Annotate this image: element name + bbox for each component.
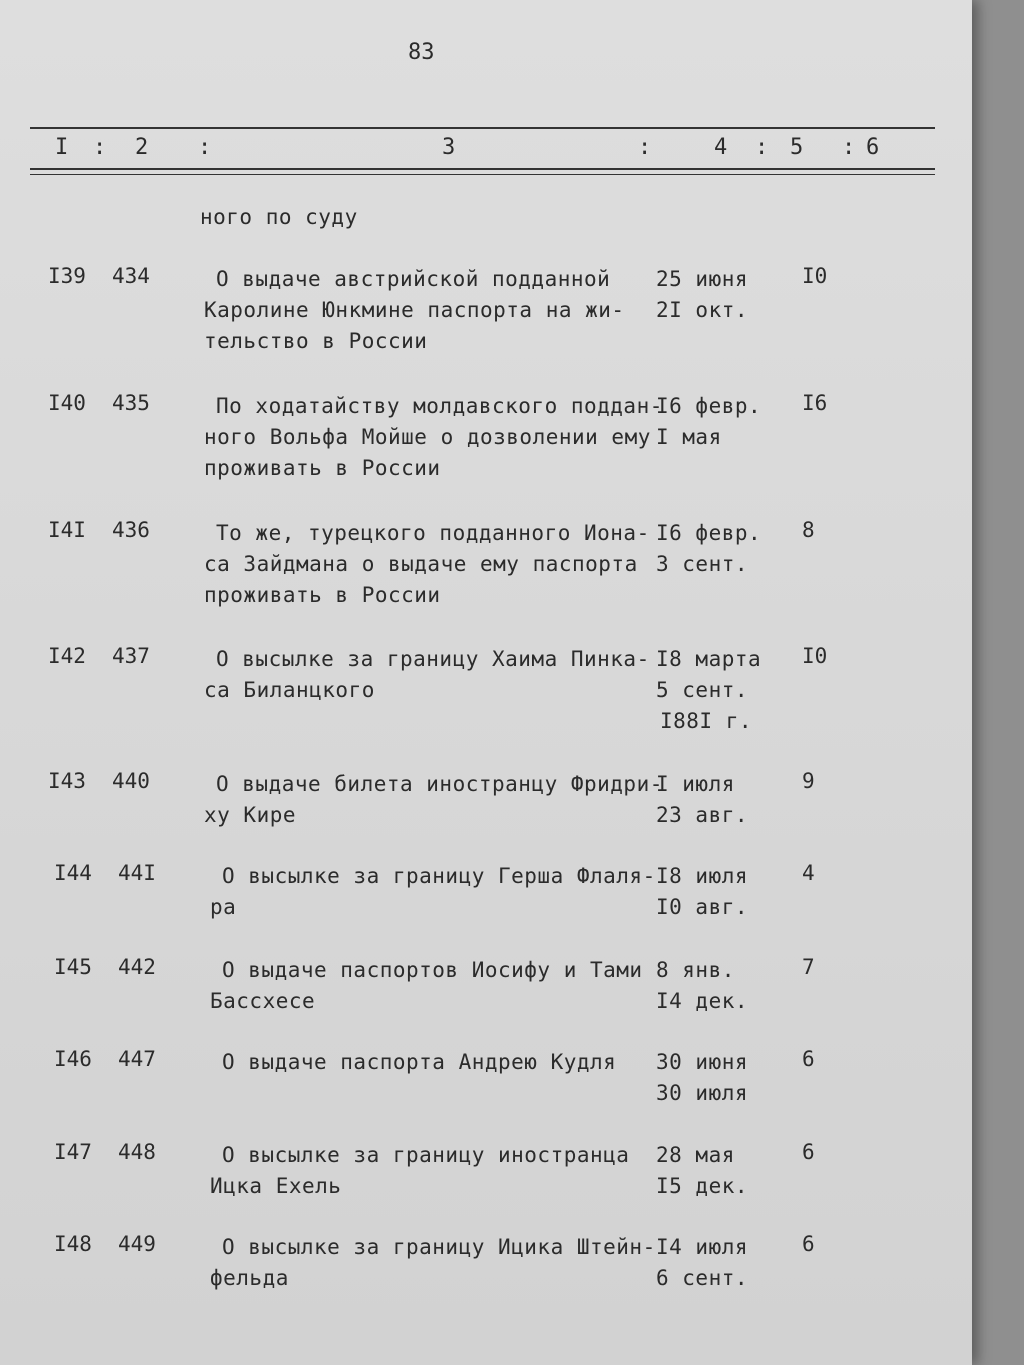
column-header-2: 2: [135, 135, 151, 160]
record-title-line: По ходатайству молдавского поддан-: [216, 394, 663, 418]
sheet-count: 6: [802, 1047, 815, 1071]
row-number: I46: [54, 1047, 92, 1071]
record-title-line: тельство в России: [204, 329, 428, 353]
row-number: I40: [48, 391, 86, 415]
sheet-count: 4: [802, 861, 815, 885]
date-entry: 28 мая: [656, 1143, 735, 1167]
sheet-count: 8: [802, 518, 815, 542]
column-header-sep: :: [842, 135, 858, 160]
file-number: 435: [112, 391, 150, 415]
record-title-line: То же, турецкого подданного Иона-: [216, 521, 650, 545]
row-number: I45: [54, 955, 92, 979]
column-header-3: 3: [442, 135, 458, 160]
date-entry: I мая: [656, 425, 722, 449]
record-title-line: ху Кире: [204, 803, 297, 827]
date-entry: 8 янв.: [656, 958, 735, 982]
sheet-count: 6: [802, 1232, 815, 1256]
date-entry: I5 дек.: [656, 1174, 749, 1198]
sheet-count: 7: [802, 955, 815, 979]
date-entry: I8 июля: [656, 864, 749, 888]
row-number: I4I: [48, 518, 86, 542]
page-number: 83: [408, 40, 435, 65]
column-header-sep: :: [198, 135, 214, 160]
date-entry: I4 июля: [656, 1235, 749, 1259]
record-title-line: фельда: [210, 1266, 289, 1290]
date-entry: I6 февр.: [656, 394, 762, 418]
record-title-line: О выдаче билета иностранцу Фридри-: [216, 772, 663, 796]
column-header-6: 6: [866, 135, 882, 160]
record-title-line: са Зайдмана о выдаче ему паспорта: [204, 552, 638, 576]
date-entry: 23 авг.: [656, 803, 749, 827]
record-title-line: О высылке за границу Хаима Пинка-: [216, 647, 650, 671]
file-number: 448: [118, 1140, 156, 1164]
date-entry: 2I окт.: [656, 298, 749, 322]
row-number: I43: [48, 769, 86, 793]
record-title-line: О выдаче паспорта Андрею Кудля: [222, 1050, 617, 1074]
sheet-count: 6: [802, 1140, 815, 1164]
file-number: 436: [112, 518, 150, 542]
date-entry: 30 июня: [656, 1050, 749, 1074]
file-number: 440: [112, 769, 150, 793]
record-title-line: са Биланцкого: [204, 678, 375, 702]
row-number: I47: [54, 1140, 92, 1164]
date-entry: I июля: [656, 772, 735, 796]
column-header-sep: :: [93, 135, 109, 160]
record-title-line: ного Вольфа Мойше о дозволении ему: [204, 425, 651, 449]
sheet-count: 9: [802, 769, 815, 793]
record-title-line: О высылке за границу Герша Флаля-: [222, 864, 656, 888]
row-number: I42: [48, 644, 86, 668]
header-rule-top: [30, 127, 935, 129]
file-number: 44I: [118, 861, 156, 885]
record-title-line: проживать в России: [204, 583, 441, 607]
record-title-line: О высылке за границу Ицика Штейн-: [222, 1235, 656, 1259]
sheet-count: I6: [802, 391, 828, 415]
column-header-4: 4: [714, 135, 730, 160]
record-title-line: Бассхесе: [210, 989, 316, 1013]
row-number: I39: [48, 264, 86, 288]
date-entry: 30 июля: [656, 1081, 749, 1105]
record-title-line: проживать в России: [204, 456, 441, 480]
date-entry: 6 сент.: [656, 1266, 749, 1290]
record-title-line: О высылке за границу иностранца: [222, 1143, 630, 1167]
date-entry: 25 июня: [656, 267, 749, 291]
date-entry: I0 авг.: [656, 895, 749, 919]
record-title-line: Ицка Ехель: [210, 1174, 342, 1198]
file-number: 442: [118, 955, 156, 979]
row-number: I48: [54, 1232, 92, 1256]
file-number: 447: [118, 1047, 156, 1071]
column-header-sep: :: [638, 135, 654, 160]
date-entry: I6 февр.: [656, 521, 762, 545]
sheet-count: I0: [802, 264, 828, 288]
date-entry: 3 сент.: [656, 552, 749, 576]
header-rule-bottom-thin: [30, 174, 935, 175]
date-entry: I88I г.: [660, 709, 753, 733]
column-header-5: 5: [790, 135, 806, 160]
record-title-line: ра: [210, 895, 237, 919]
date-entry: 5 сент.: [656, 678, 749, 702]
continuation-text: ного по суду: [200, 205, 358, 229]
file-number: 437: [112, 644, 150, 668]
column-header-sep: :: [755, 135, 771, 160]
file-number: 434: [112, 264, 150, 288]
date-entry: I4 дек.: [656, 989, 749, 1013]
record-title-line: О выдаче паспортов Иосифу и Тами: [222, 958, 643, 982]
record-title-line: Каролине Юнкмине паспорта на жи-: [204, 298, 625, 322]
header-rule-bottom: [30, 168, 935, 170]
sheet-count: I0: [802, 644, 828, 668]
record-title-line: О выдаче австрийской подданной: [216, 267, 611, 291]
date-entry: I8 марта: [656, 647, 762, 671]
row-number: I44: [54, 861, 92, 885]
column-header-1: I: [55, 135, 71, 160]
file-number: 449: [118, 1232, 156, 1256]
